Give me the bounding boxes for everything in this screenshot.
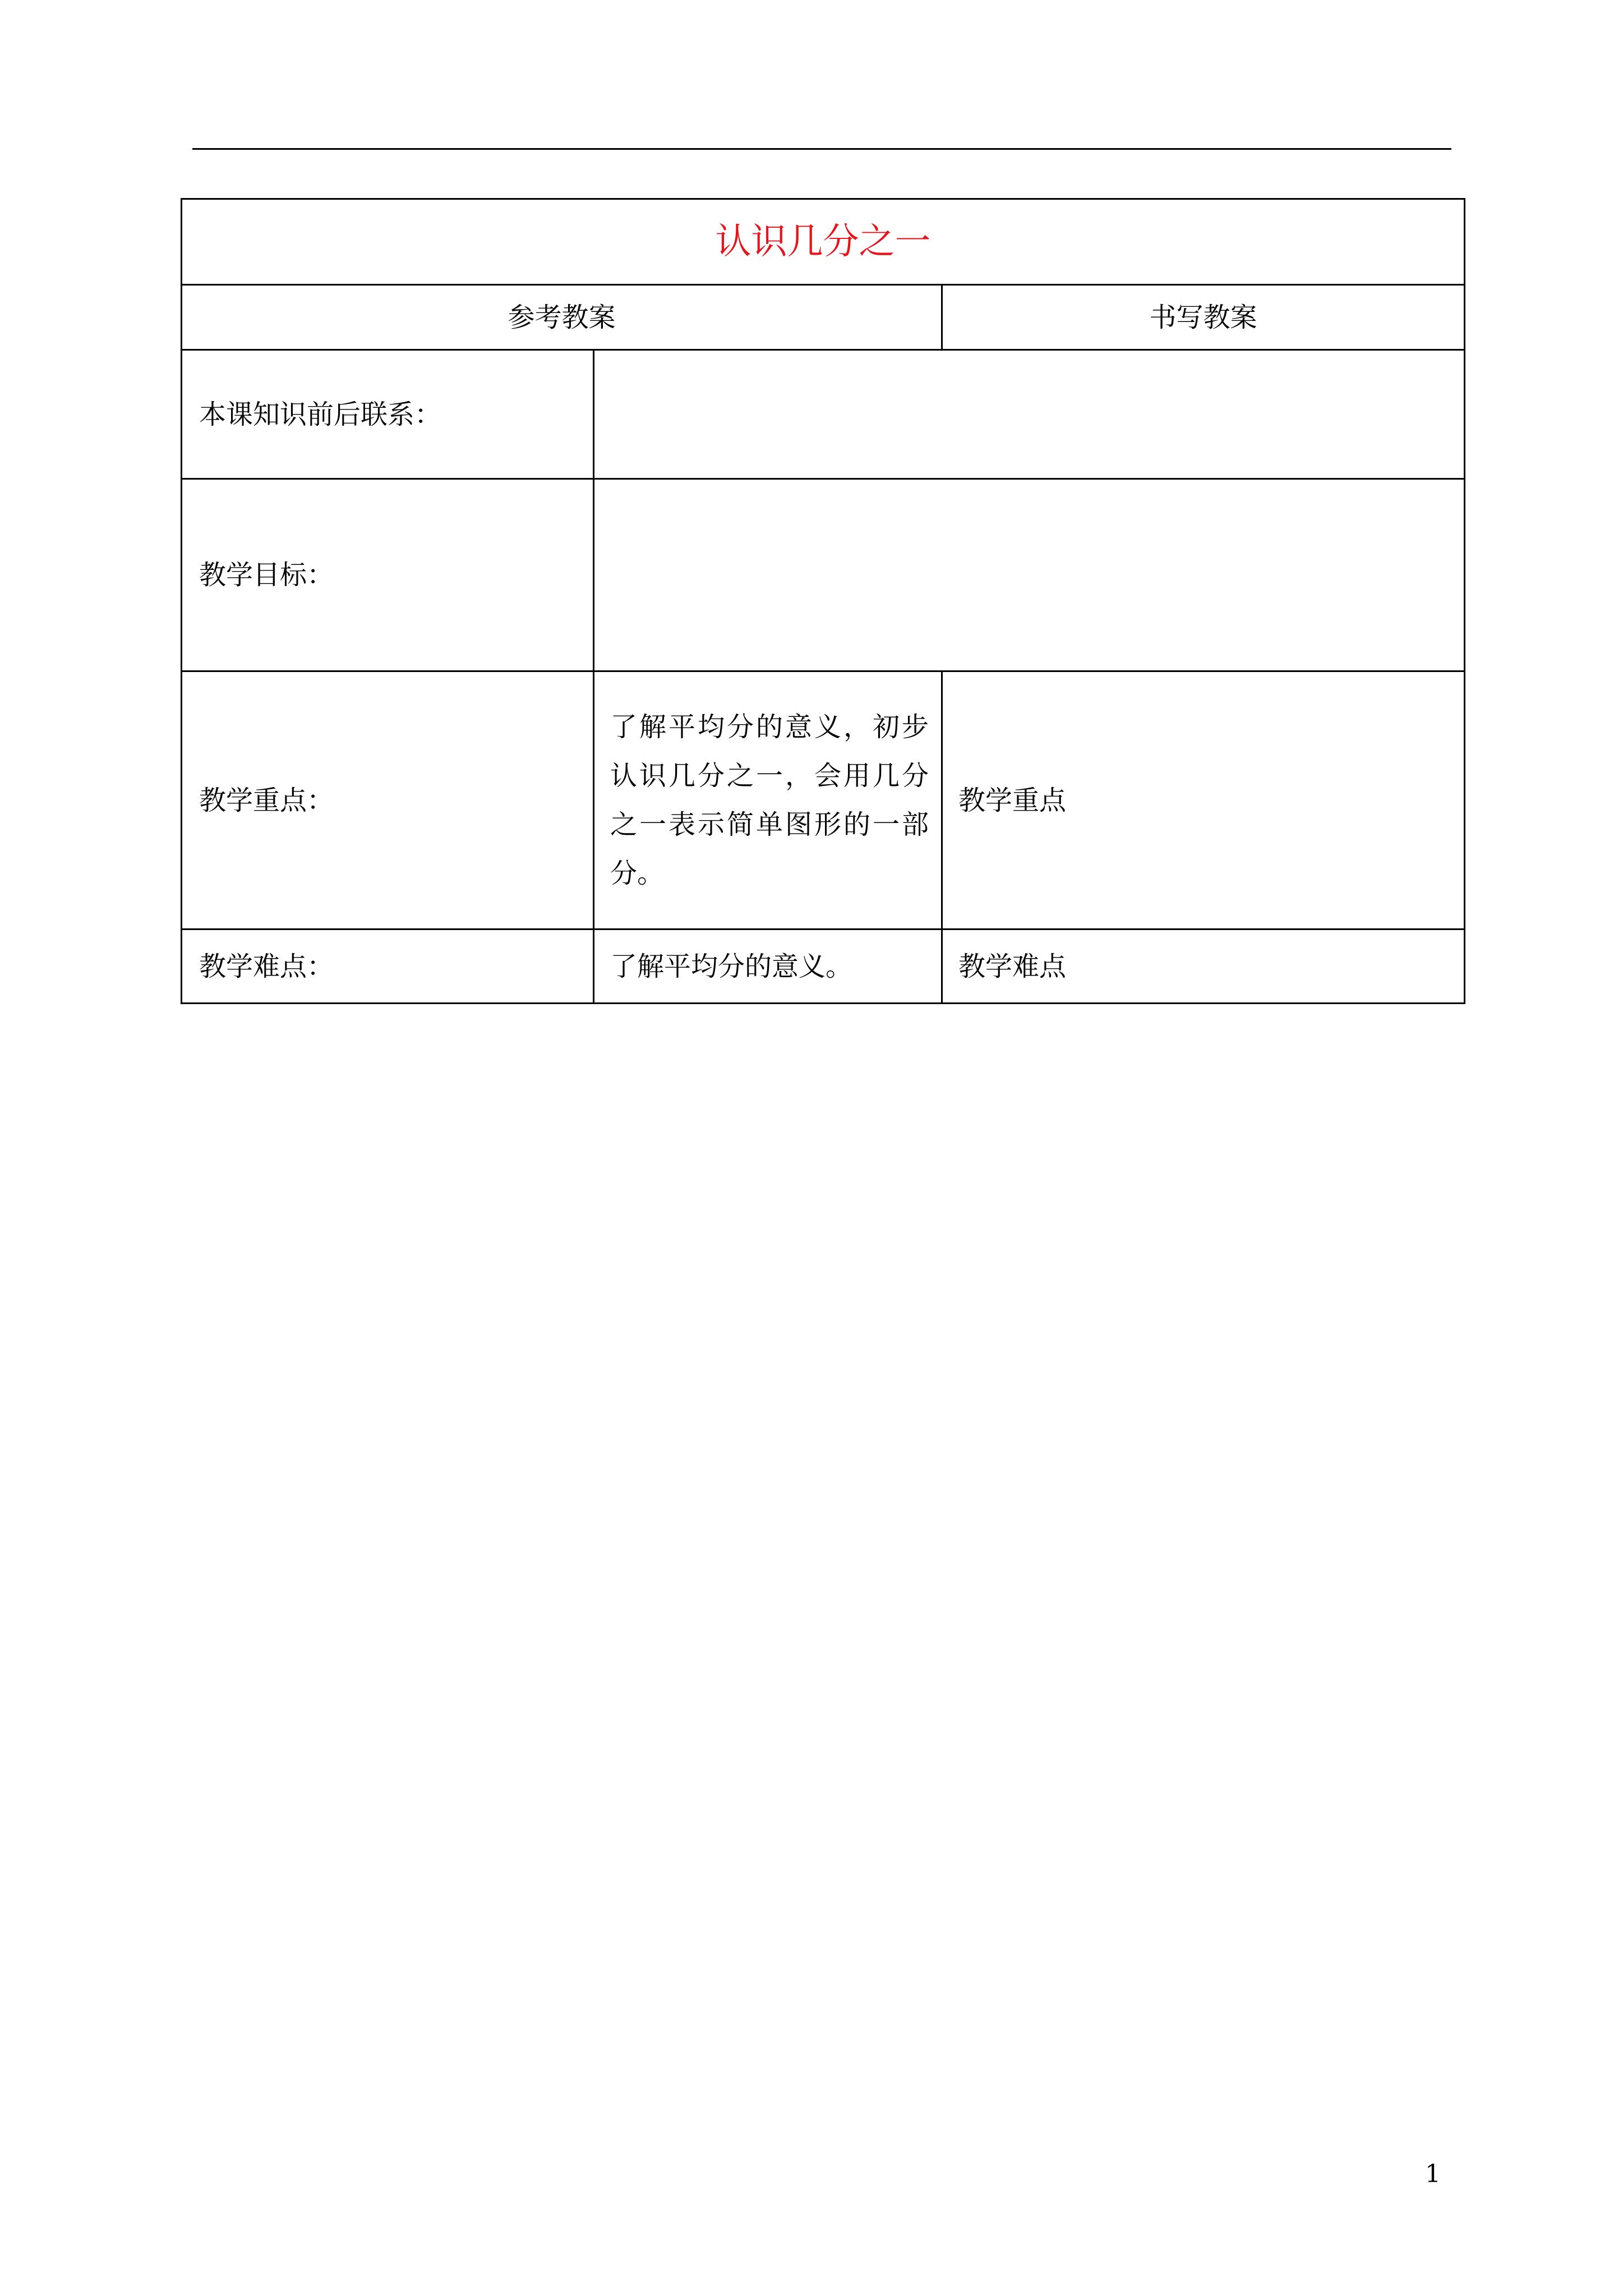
header-rule: [192, 148, 1451, 150]
goal-label: 教学目标：: [182, 479, 594, 671]
page-number: 1: [1425, 2160, 1441, 2188]
focus-row: [182, 671, 1465, 930]
connection-label: 本课知识前后联系：: [182, 350, 594, 479]
focus-content: 了解平均分的意义，初步认识几分之一，会用几分之一表示简单图形的一部分。: [594, 671, 942, 930]
lesson-plan-table: [181, 198, 1465, 1004]
connection-content: [594, 350, 1465, 479]
focus-writing: 教学重点: [942, 671, 1465, 930]
goal-content: [594, 479, 1465, 671]
difficulty-content: 了解平均分的意义。: [594, 930, 942, 1004]
difficulty-writing: 教学难点: [942, 930, 1465, 1004]
lesson-title: 认识几分之一: [182, 199, 1465, 285]
goal-row: [182, 479, 1465, 671]
focus-label: 教学重点：: [182, 671, 594, 930]
difficulty-row: [182, 930, 1465, 1004]
reference-plan-header: 参考教案: [182, 285, 942, 350]
title-row: [182, 199, 1465, 285]
difficulty-label: 教学难点：: [182, 930, 594, 1004]
connection-row: [182, 350, 1465, 479]
writing-plan-header: 书写教案: [942, 285, 1465, 350]
column-header-row: [182, 285, 1465, 350]
